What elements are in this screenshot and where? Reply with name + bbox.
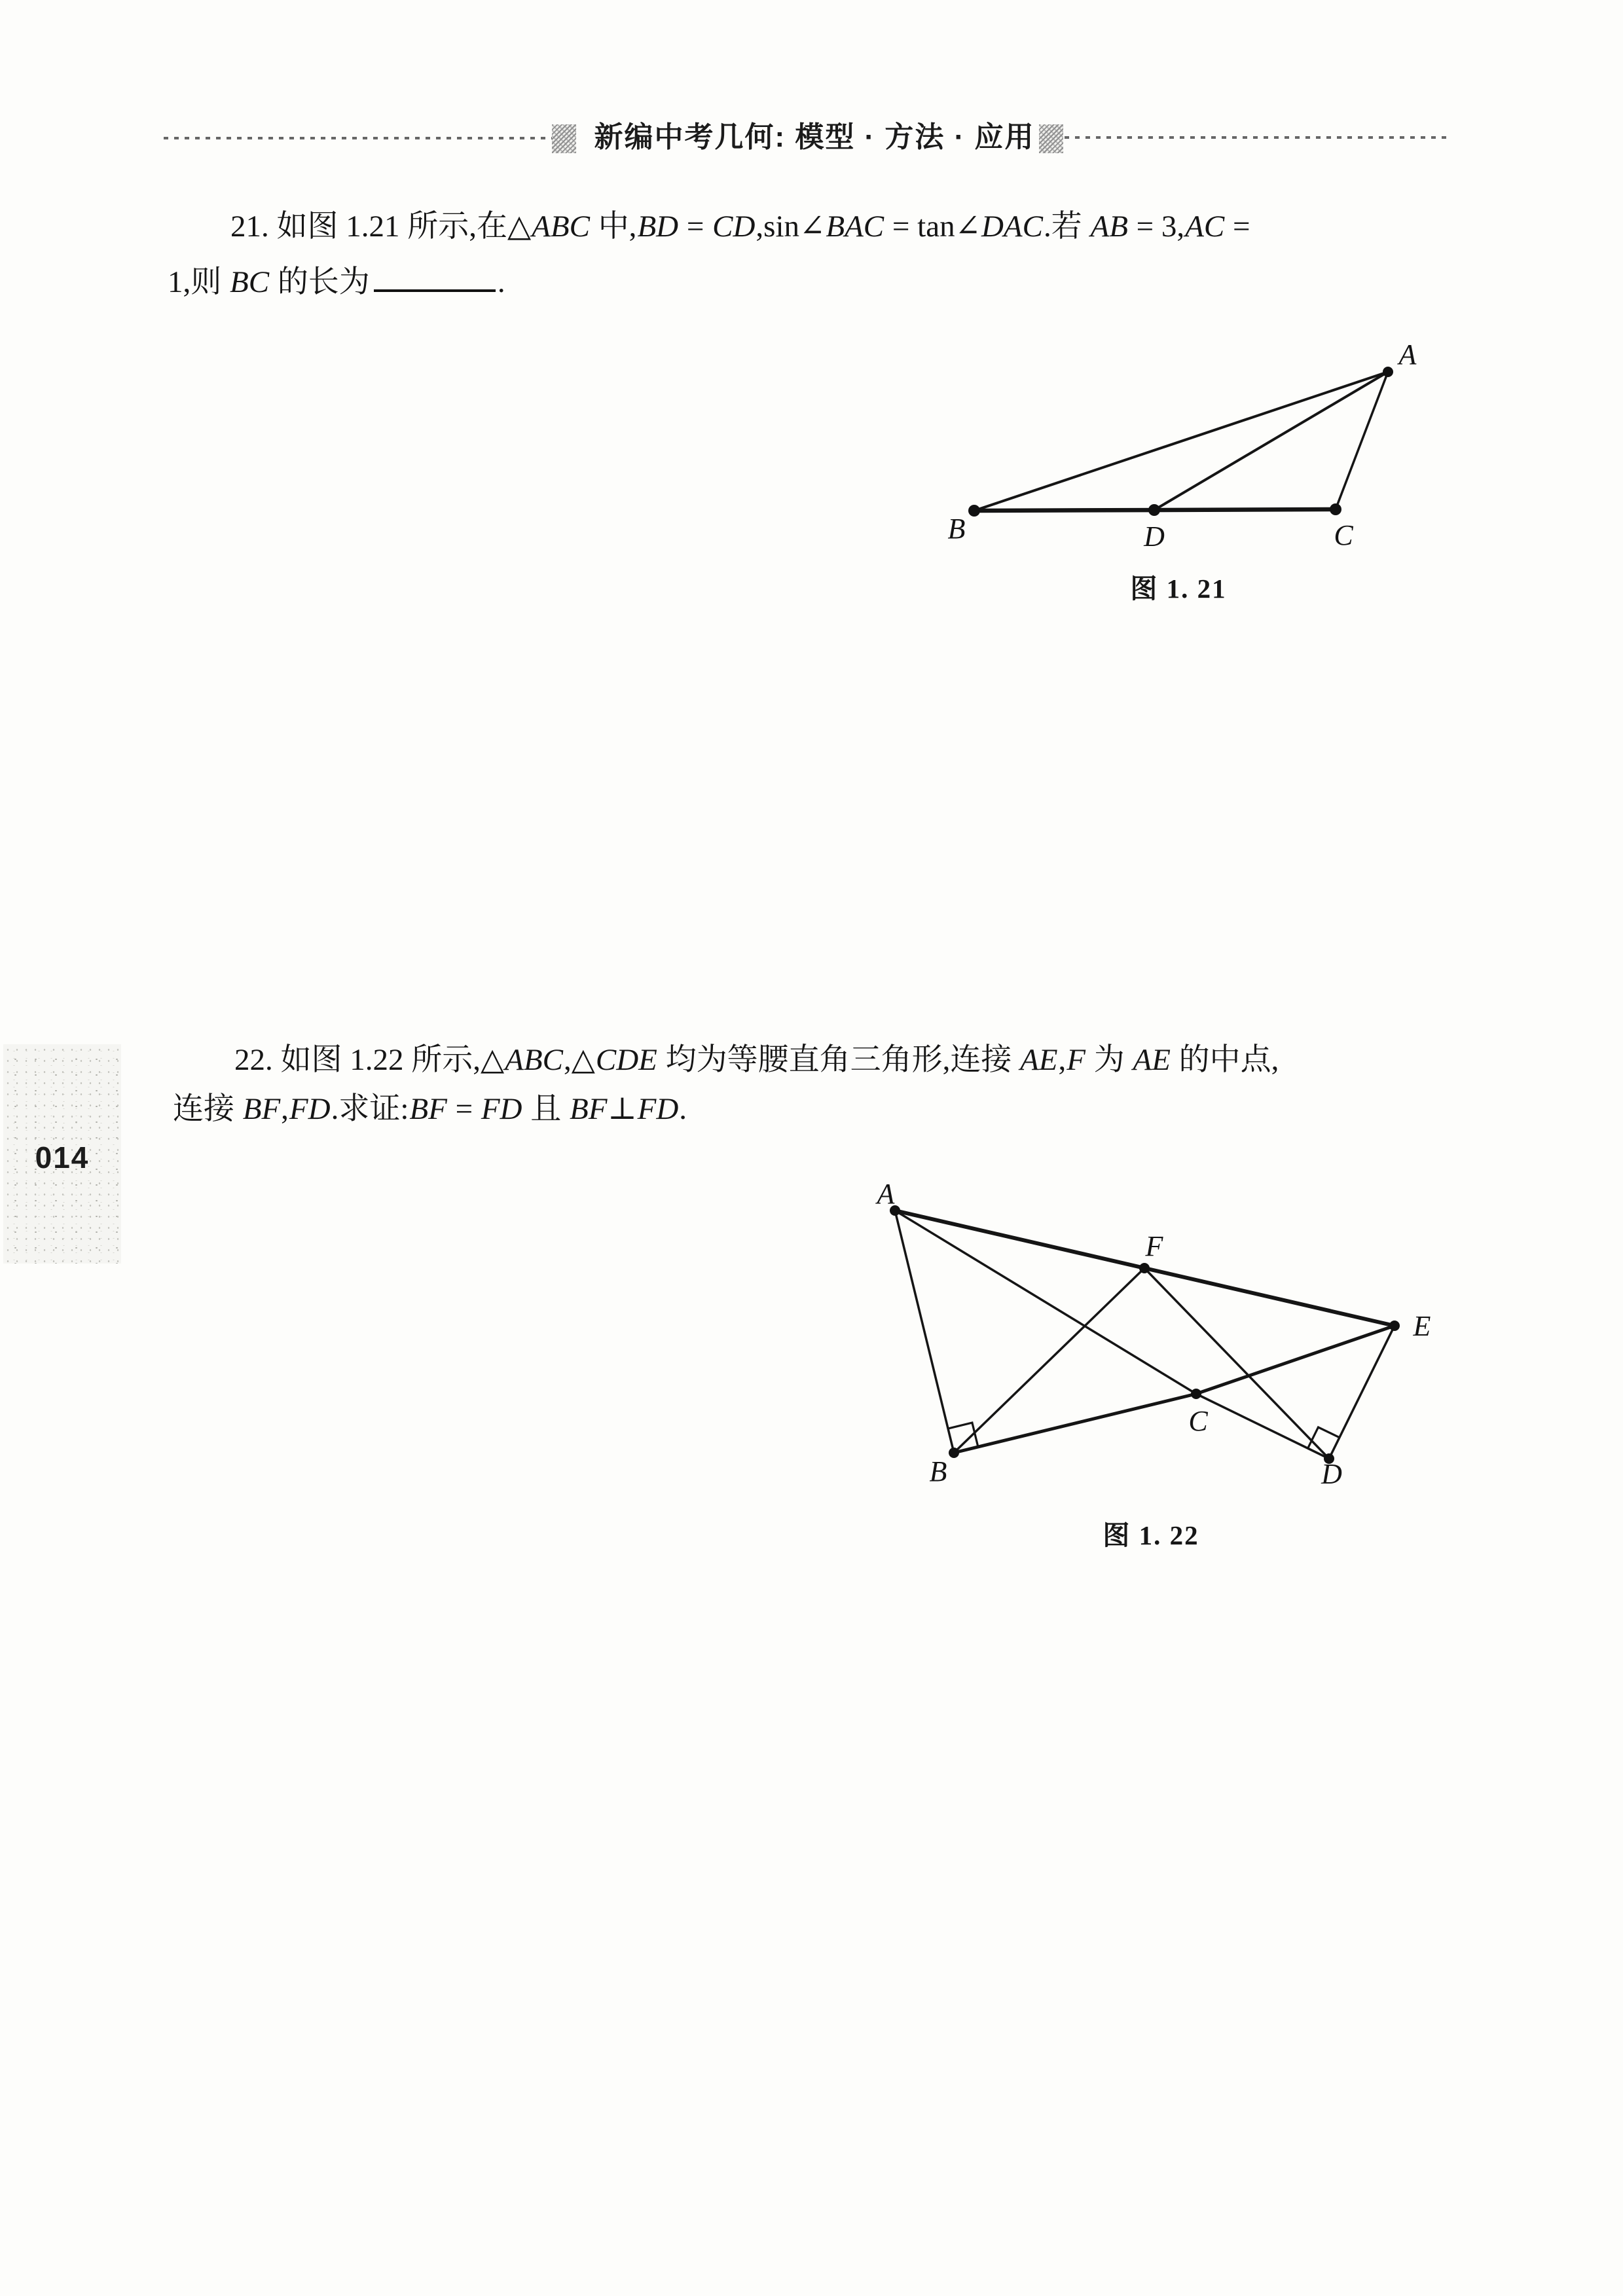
text-segment: F bbox=[1067, 1043, 1085, 1077]
text-segment: 均为等腰直角三角形,连接 bbox=[657, 1043, 1020, 1077]
vertex-label-b: B bbox=[929, 1455, 947, 1487]
text-segment: = bbox=[447, 1092, 481, 1126]
vertex-label-f: F bbox=[1145, 1230, 1163, 1262]
edge-cd bbox=[1196, 1394, 1329, 1459]
problem-22-line-2 bbox=[173, 1091, 687, 1127]
text-segment: 21. 如图 1.21 所示,在 bbox=[230, 210, 507, 244]
text-segment: AE bbox=[1020, 1043, 1058, 1077]
edge-bc bbox=[954, 1394, 1196, 1453]
text-segment: = bbox=[679, 210, 712, 244]
figure-1-22-caption: 图 1. 22 bbox=[1103, 1520, 1199, 1550]
text-segment: , bbox=[281, 1092, 289, 1126]
text-segment: AB bbox=[1090, 210, 1128, 244]
text-segment: ⊥ bbox=[608, 1092, 637, 1126]
vertex-label-d: D bbox=[1144, 520, 1165, 553]
vertex-dot-e bbox=[1389, 1321, 1400, 1331]
text-segment: .求证: bbox=[331, 1092, 409, 1126]
text-segment: FD bbox=[637, 1092, 679, 1126]
vertex-label-a: A bbox=[1398, 338, 1417, 371]
text-segment: △ bbox=[507, 210, 532, 244]
vertex-dot-c bbox=[1191, 1389, 1201, 1399]
text-segment: . bbox=[679, 1092, 687, 1126]
text-segment: AE bbox=[1133, 1043, 1171, 1077]
edge-ca bbox=[1336, 372, 1388, 509]
header-ornament-left bbox=[552, 124, 576, 153]
edge-ba bbox=[974, 372, 1388, 511]
vertex-dot-d bbox=[1148, 504, 1160, 516]
vertex-dot-f bbox=[1139, 1263, 1150, 1273]
edge-df bbox=[1144, 1268, 1329, 1459]
text-segment: , bbox=[1058, 1043, 1067, 1077]
text-segment: = bbox=[1225, 210, 1250, 244]
text-segment: ABC bbox=[505, 1043, 563, 1077]
text-segment: 1,则 bbox=[168, 265, 229, 299]
problem-21-line-1 bbox=[230, 208, 1250, 245]
text-segment: BAC bbox=[826, 210, 884, 244]
page-number: 014 bbox=[35, 1140, 90, 1175]
vertex-label-c: C bbox=[1188, 1405, 1208, 1437]
book-title: 新编中考几何: 模型 · 方法 · 应用 bbox=[594, 121, 1035, 153]
text-segment: .若 bbox=[1043, 210, 1090, 244]
edge-ab bbox=[895, 1211, 954, 1453]
text-segment: ,sin∠ bbox=[756, 210, 826, 244]
edge-bf bbox=[954, 1268, 1144, 1453]
header-ornament-right bbox=[1039, 124, 1063, 153]
vertex-label-b: B bbox=[947, 513, 966, 545]
text-segment: 且 bbox=[522, 1092, 569, 1126]
vertex-label-e: E bbox=[1413, 1310, 1431, 1342]
vertex-dot-c bbox=[1330, 503, 1341, 515]
text-segment: BF bbox=[569, 1092, 608, 1126]
text-segment: CDE bbox=[595, 1043, 657, 1077]
edge-da bbox=[1154, 372, 1388, 510]
text-segment: BC bbox=[230, 265, 270, 299]
vertex-dot-b bbox=[949, 1448, 959, 1458]
text-segment: △ bbox=[571, 1043, 595, 1077]
text-segment: FD bbox=[289, 1092, 331, 1126]
vertex-label-a: A bbox=[877, 1178, 895, 1210]
page-number-block bbox=[3, 1044, 121, 1264]
vertex-label-d: D bbox=[1321, 1458, 1342, 1490]
text-segment: 22. 如图 1.22 所示, bbox=[234, 1043, 481, 1077]
text-segment: 的中点, bbox=[1171, 1043, 1279, 1077]
text-segment: FD bbox=[481, 1092, 522, 1126]
vertex-dot-a bbox=[1383, 367, 1393, 377]
text-segment: 的长为 bbox=[270, 265, 370, 299]
header-rule-left bbox=[164, 137, 552, 139]
figure-1-22 bbox=[838, 1165, 1480, 1506]
text-segment: AC bbox=[1185, 210, 1225, 244]
text-segment: 为 bbox=[1085, 1043, 1133, 1077]
text-segment: BF bbox=[242, 1092, 281, 1126]
text-segment: , bbox=[563, 1043, 572, 1077]
text-segment: 连接 bbox=[173, 1092, 242, 1126]
answer-blank bbox=[374, 285, 496, 292]
text-segment: 中, bbox=[590, 210, 637, 244]
text-segment: BD bbox=[637, 210, 679, 244]
text-segment: △ bbox=[481, 1043, 505, 1077]
text-segment: = tan∠ bbox=[884, 210, 981, 244]
text-segment: ABC bbox=[532, 210, 590, 244]
text-segment: . bbox=[497, 265, 505, 299]
problem-21-line-2 bbox=[168, 264, 505, 301]
problem-22-line-1 bbox=[234, 1042, 1279, 1078]
vertex-label-c: C bbox=[1334, 519, 1353, 551]
header-rule-right bbox=[1065, 136, 1448, 139]
text-segment: BF bbox=[409, 1092, 447, 1126]
text-segment: CD bbox=[712, 210, 756, 244]
text-segment: = 3, bbox=[1128, 210, 1185, 244]
text-segment: DAC bbox=[981, 210, 1043, 244]
figure-1-21 bbox=[903, 327, 1473, 563]
vertex-dot-b bbox=[968, 505, 980, 517]
figure-1-21-caption: 图 1. 21 bbox=[1130, 574, 1227, 604]
